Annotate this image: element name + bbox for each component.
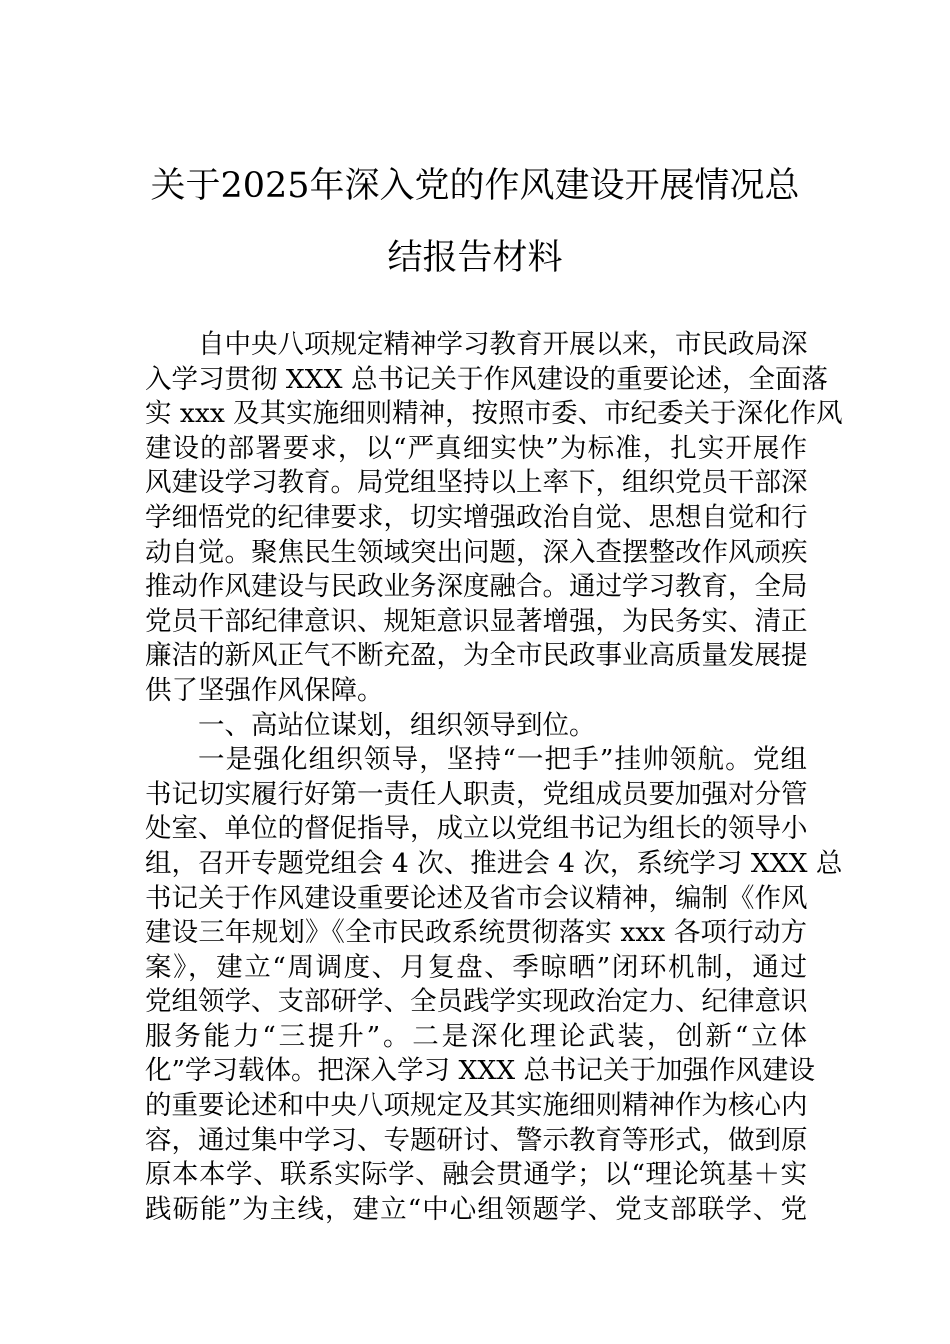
paragraph-line: 化”学习载体。把深入学习 XXX 总书记关于加强作风建设 [145, 1055, 815, 1087]
paragraph-line: 原本本学、联系实际学、融会贯通学；以“理论筑基＋实 [145, 1159, 807, 1191]
paragraph-line: 处室、单位的督促指导，成立以党组书记为组长的领导小 [145, 813, 808, 845]
paragraph-line: 建设三年规划》《全市民政系统贯彻落实 xxx 各项行动方 [145, 917, 807, 949]
paragraph-line: 党员干部纪律意识、规矩意识显著增强，为民务实、清正 [145, 605, 808, 637]
paragraph-line: 组，召开专题党组会 4 次、推进会 4 次，系统学习 XXX 总 [145, 847, 843, 879]
paragraph-line: 案》，建立“周调度、月复盘、季晾晒”闭环机制，通过 [145, 951, 807, 983]
paragraph-line: 服务能力“三提升”。二是深化理论武装，创新“立体 [145, 1020, 807, 1052]
paragraph-line: 实 xxx 及其实施细则精神，按照市委、市纪委关于深化作风 [145, 398, 843, 430]
paragraph-line: 书记切实履行好第一责任人职责，党组成员要加强对分管 [145, 778, 808, 810]
paragraph-line: 动自觉。聚焦民生领域突出问题，深入查摆整改作风顽疾 [145, 536, 808, 568]
document-title [100, 150, 850, 294]
paragraph-line: 践砺能”为主线，建立“中心组领题学、党支部联学、党 [145, 1193, 807, 1225]
document-body [145, 328, 843, 1227]
paragraph-line: 自中央八项规定精神学习教育开展以来，市民政局深 [198, 329, 808, 360]
paragraph-line: 学细悟党的纪律要求，切实增强政治自觉、思想自觉和行 [145, 501, 808, 533]
paragraph-line: 推动作风建设与民政业务深度融合。通过学习教育，全局 [145, 571, 808, 603]
paragraph-line: 供了坚强作风保障。 [145, 674, 384, 706]
paragraph [145, 709, 807, 744]
paragraph-line: 的重要论述和中央八项规定及其实施细则精神作为核心内 [145, 1090, 808, 1122]
paragraph-line: 党组领学、支部研学、全员践学实现政治定力、纪律意识 [145, 986, 808, 1018]
paragraph-line: 书记关于作风建设重要论述及省市会议精神，编制《作风 [145, 882, 808, 914]
paragraph-line: 风建设学习教育。局党组坚持以上率下，组织党员干部深 [145, 467, 808, 499]
paragraph [145, 743, 843, 1227]
paragraph-line: 入学习贯彻 XXX 总书记关于作风建设的重要论述，全面落 [145, 363, 828, 395]
title-line-1: 关于2025年深入党的作风建设开展情况总 [150, 166, 800, 206]
paragraph [145, 328, 843, 709]
title-line-2: 结报告材料 [387, 238, 563, 278]
paragraph-line: 建设的部署要求，以“严真细实快”为标准，扎实开展作 [145, 432, 807, 464]
paragraph-line: 一、高站位谋划，组织领导到位。 [198, 709, 596, 741]
paragraph-line: 廉洁的新风正气不断充盈，为全市民政事业高质量发展提 [145, 640, 808, 672]
paragraph-line: 一是强化组织领导，坚持“一把手”挂帅领航。党组 [198, 744, 807, 776]
paragraph-line: 容，通过集中学习、专题研讨、警示教育等形式，做到原 [145, 1124, 808, 1156]
